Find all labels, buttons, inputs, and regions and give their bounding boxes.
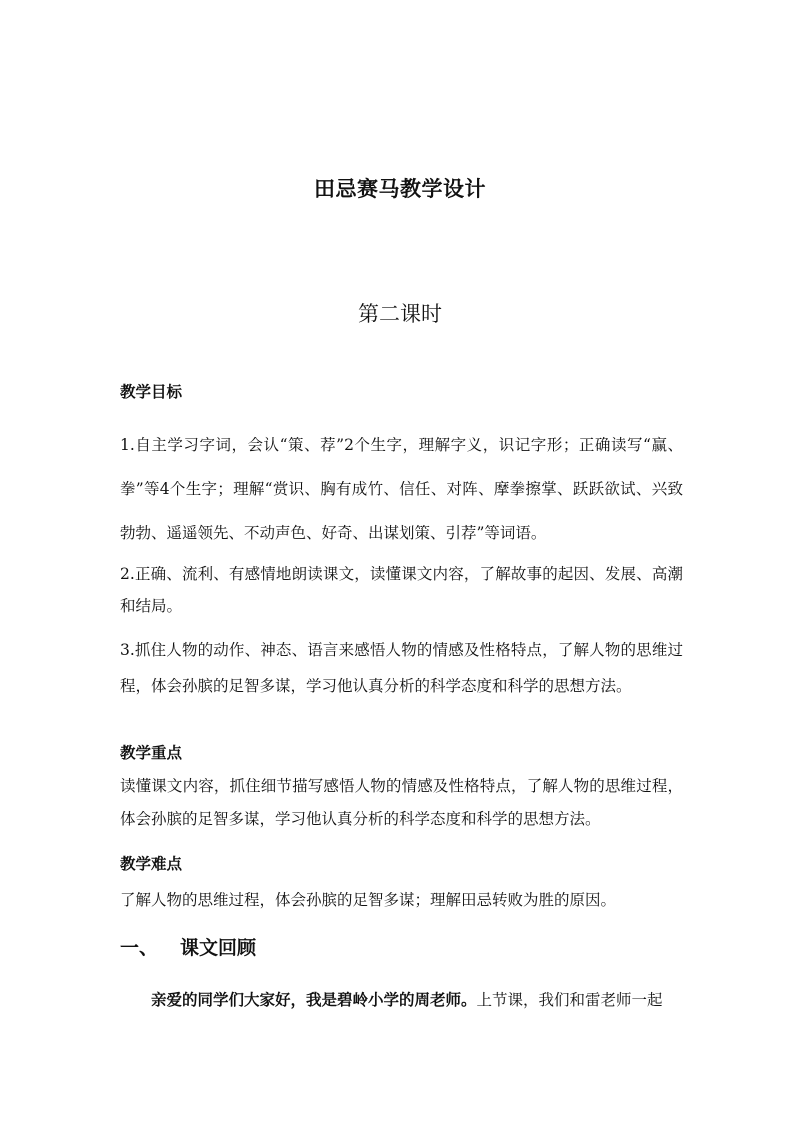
key-points-heading: 教学重点 xyxy=(120,744,183,762)
difficulties-text: 了解人物的思维过程，体会孙膑的足智多谋；理解田忌转败为胜的原因。 xyxy=(120,891,617,909)
key-points-text: 读懂课文内容，抓住细节描写感悟人物的情感及性格特点，了解人物的思维过程，体会孙膑的足智多谋，学习他认真分析的科学态度和科学的思想方法。 xyxy=(120,777,683,828)
document-subtitle: 第二课时 xyxy=(358,302,442,326)
goals-heading: 教学目标 xyxy=(120,383,183,401)
intro-bold-text: 亲爱的同学们大家好，我是碧岭小学的周老师。 xyxy=(151,991,477,1009)
section-number: 一、 xyxy=(120,937,159,959)
section-intro xyxy=(120,985,683,1015)
section-title: 课文回顾 xyxy=(180,937,257,959)
goal-item-1: 1.自主学习字词，会认“策、荐”2个生字，理解字义，识记字形；正确读写“赢、拳”等4个生字；理解“赏识、胸有成竹、信任、对阵、摩拳擦掌、跃跃欲试、兴致勃勃、遥遥领先、不动声色、好奇、出谋划策、引荐”等词语。 xyxy=(120,436,683,542)
difficulties-heading: 教学难点 xyxy=(120,855,183,873)
document-title: 田忌赛马教学设计 xyxy=(314,177,486,201)
intro-text: 上节课，我们和雷老师一起 xyxy=(476,991,663,1009)
goal-item-3: 3.抓住人物的动作、神态、语言来感悟人物的情感及性格特点，了解人物的思维过程，体会孙膑的足智多谋，学习他认真分析的科学态度和科学的思想方法。 xyxy=(120,641,683,695)
section-heading xyxy=(120,933,256,960)
goal-item-2: 2.正确、流利、有感情地朗读课文，读懂课文内容，了解故事的起因、发展、高潮和结局。 xyxy=(120,565,683,615)
